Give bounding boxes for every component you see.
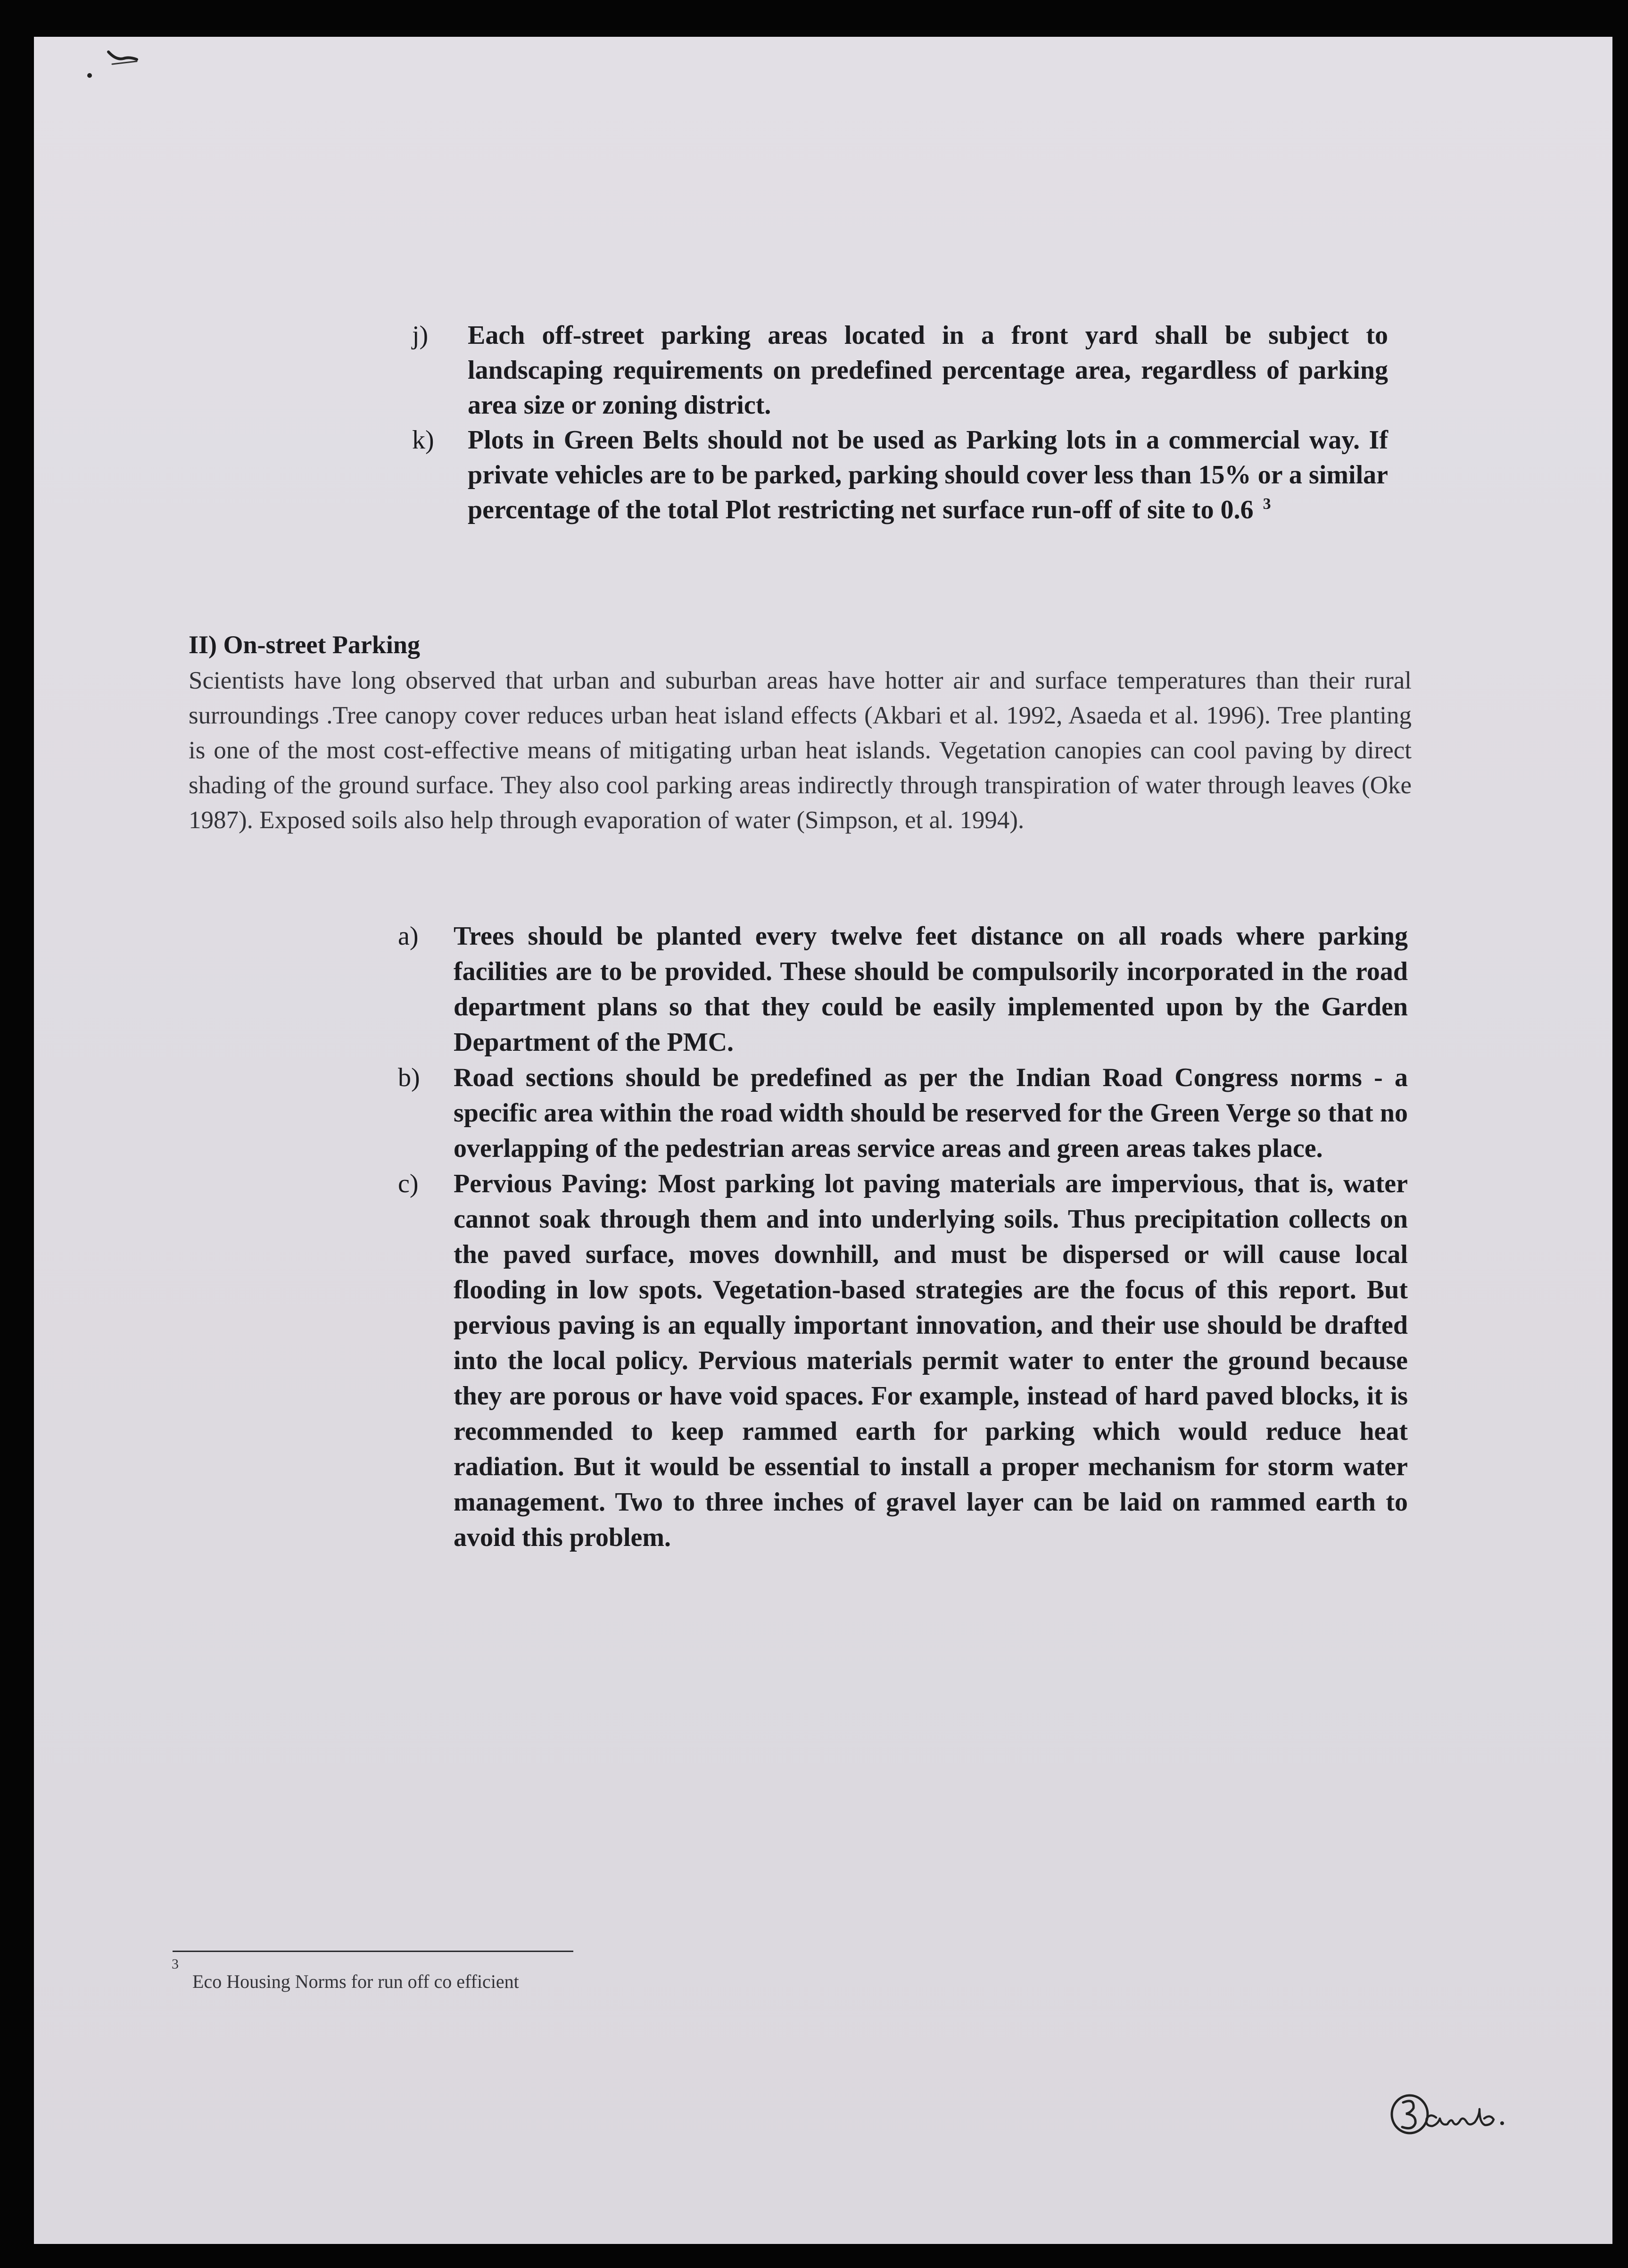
footnote-mark: 3	[172, 1956, 179, 1972]
list-marker: b)	[398, 1063, 420, 1092]
handwritten-note	[1387, 2088, 1529, 2140]
footnote-divider	[173, 1951, 573, 1952]
list-item-text: Road sections should be predefined as per the Indian Road Congress norms - a specific area within the road width should be reserved for the Green Verge so that no overlapping of the pedestrian areas service areas and green areas takes place.	[454, 1063, 1408, 1163]
list-marker: a)	[398, 922, 419, 951]
list-marker: c)	[398, 1169, 419, 1198]
list-item-a	[398, 919, 1408, 1060]
list-item-text: Trees should be planted every twelve feet distance on all roads where parking facilities are to be provided. These should be compulsorily incorporated in the road department plans so that they could be easily implemented upon by the Garden Department of the PMC.	[454, 922, 1408, 1057]
list-item-k	[412, 423, 1388, 527]
list-top	[412, 318, 1388, 527]
list-item-text: Each off-street parking areas located in a front yard shall be subject to landscaping requirements on predefined percentage area, regardless of parking area size or zoning district.	[468, 321, 1388, 420]
list-bottom	[398, 919, 1408, 1555]
staple-mark	[71, 38, 146, 85]
list-item-text: Pervious Paving: Most parking lot paving materials are impervious, that is, water cannot soak through them and into underlying soils. Thus precipitation collects on the paved surface, moves downhill, and must be dispersed or will cause local flooding in low spots. Vegetation-based strategies are the focus of this report. But pervious paving is an equally important innovation, and their use should be drafted into the local policy. Pervious materials permit water to enter the ground because they are porous or have void spaces. For example, instead of hard paved blocks, it is recommended to keep rammed earth for parking which would reduce heat radiation. But it would be essential to install a proper mechanism for storm water management. Two to three inches of gravel layer can be laid on rammed earth to avoid this problem.	[454, 1169, 1408, 1552]
list-item-b	[398, 1060, 1408, 1166]
footnote-reference: 3	[1263, 495, 1271, 513]
section-heading: II) On-street Parking	[189, 631, 420, 659]
list-marker: k)	[412, 425, 434, 455]
document-page	[34, 37, 1612, 2244]
list-item-j	[412, 318, 1388, 423]
section-paragraph: Scientists have long observed that urban and suburban areas have hotter air and surface temperatures than their rural surroundings .Tree canopy cover reduces urban heat island effects (Akbari et al. 1992, Asaeda et al. 1996). Tree planting is one of the most cost-effective means of mitigating urban heat islands. Vegetation canopies can cool paving by direct shading of the ground surface. They also cool parking areas indirectly through transpiration of water through leaves (Oke 1987). Exposed soils also help through evaporation of water (Simpson, et al. 1994).	[189, 667, 1412, 834]
list-item-text: Plots in Green Belts should not be used as Parking lots in a commercial way. If private vehicles are to be parked, parking should cover less than 15% or a similar percentage of the total Plot restricting net surface run-off of site to 0.6	[468, 425, 1388, 524]
list-marker: j)	[412, 321, 429, 350]
list-item-c	[398, 1166, 1408, 1555]
footnote-text: Eco Housing Norms for run off co efficient	[192, 1971, 519, 1992]
